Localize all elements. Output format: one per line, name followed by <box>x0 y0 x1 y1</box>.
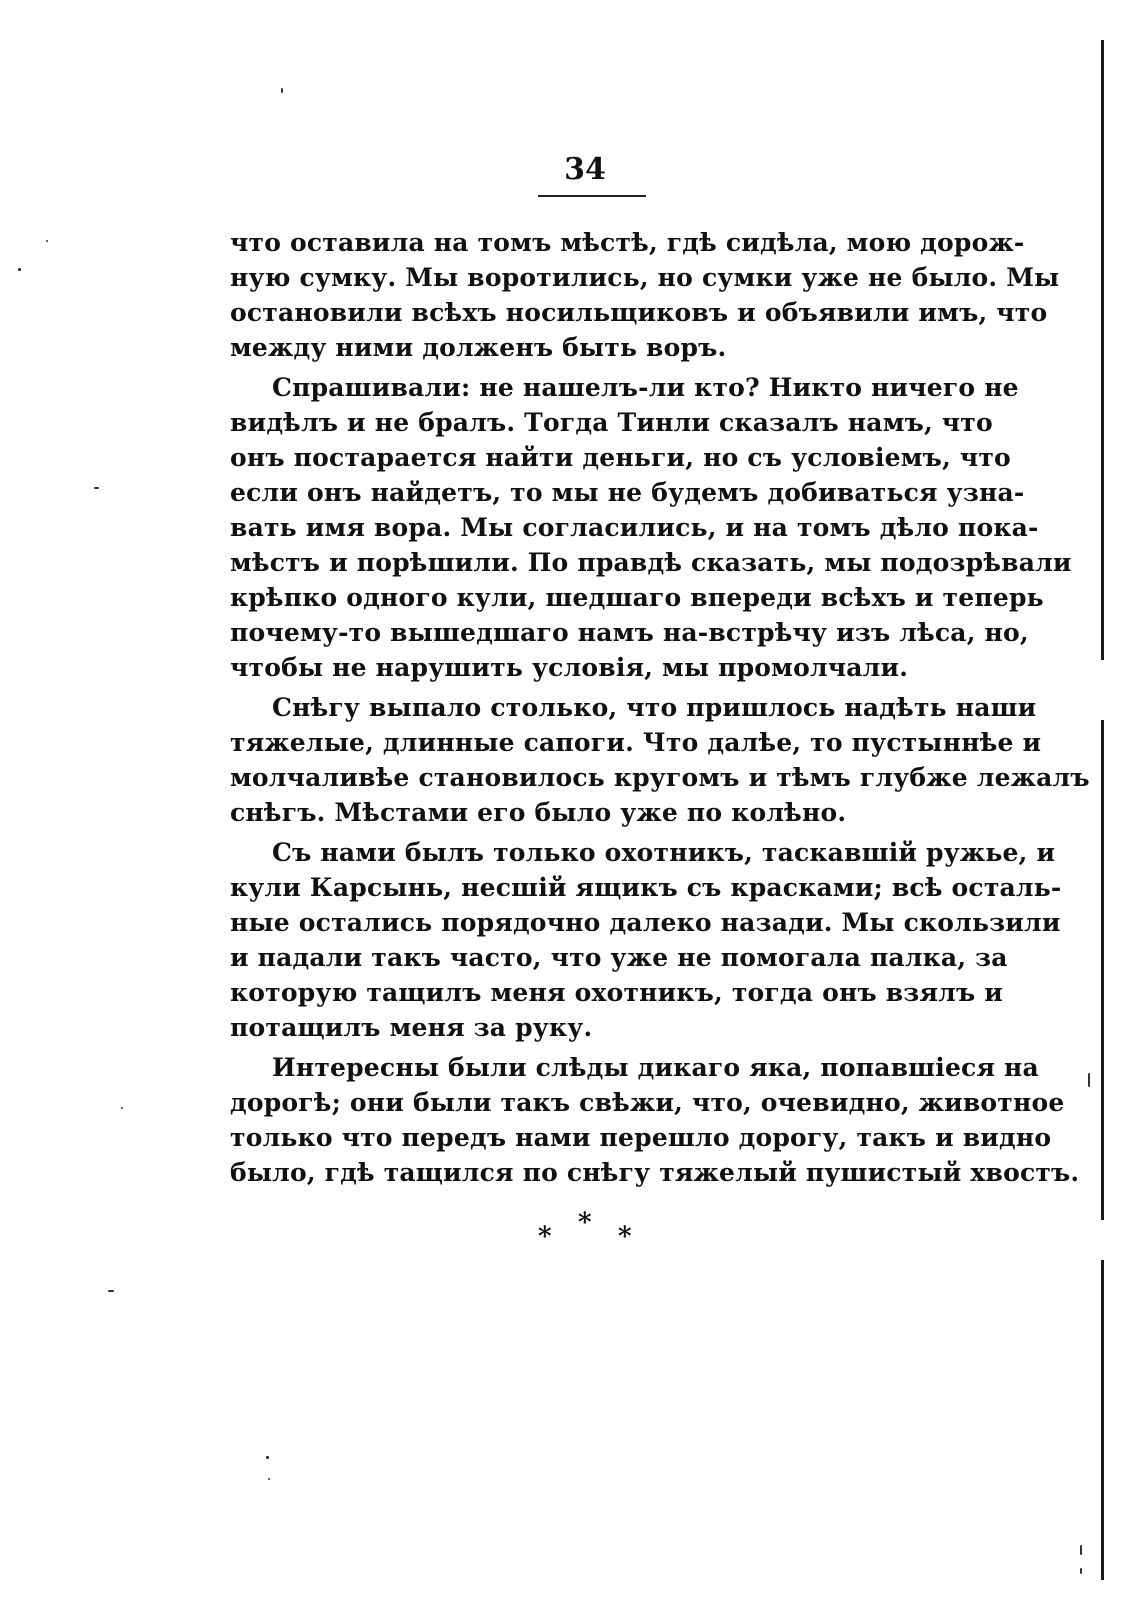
page-number-rule <box>538 195 646 197</box>
text-line: ные остались порядочно далеко назади. Мы скользили <box>230 908 1061 937</box>
text-line: кули Карсынь, несшій ящикъ съ красками; всѣ осталь- <box>230 873 1062 902</box>
text-line: тяжелые, длинные сапоги. Что далѣе, то пустыннѣе и <box>230 728 1042 757</box>
text-line: Снѣгу выпало столько, что пришлось надѣть наши <box>272 693 1037 722</box>
text-line: Съ нами былъ только охотникъ, таскавшій ружье, и <box>272 838 1056 867</box>
text-line: почему-то вышедшаго намъ на-встрѣчу изъ лѣса, но, <box>230 618 1029 647</box>
text-line: чтобы не нарушить условія, мы промолчали. <box>230 653 909 682</box>
scan-speck <box>1088 1073 1090 1087</box>
text-line: только что передъ нами перешло дорогу, такъ и видно <box>230 1123 1052 1152</box>
separator-asterisk: * <box>618 1222 632 1252</box>
page-edge-line <box>1101 1260 1104 1580</box>
scan-speck <box>266 1456 269 1459</box>
page-number: 34 <box>564 152 606 187</box>
text-line: остановили всѣхъ носильщиковъ и объявили имъ, что <box>230 298 1048 327</box>
scan-speck <box>268 1478 270 1480</box>
text-line: видѣлъ и не бралъ. Тогда Тинли сказалъ намъ, что <box>230 408 993 437</box>
scan-speck <box>94 487 99 489</box>
text-line: было, гдѣ тащился по снѣгу тяжелый пушистый хвостъ. <box>230 1158 1080 1187</box>
page-edge-line <box>1101 40 1104 660</box>
section-separator <box>530 1208 650 1252</box>
paragraph-2 <box>230 370 1072 685</box>
text-line: которую тащилъ меня охотникъ, тогда онъ взялъ и <box>230 978 1003 1007</box>
text-line: дорогѣ; они были такъ свѣжи, что, очевидно, животное <box>230 1088 1065 1117</box>
separator-asterisk: * <box>578 1208 592 1238</box>
paragraph-5 <box>230 1050 1080 1190</box>
page-edge-line <box>1101 720 1104 1220</box>
text-line: онъ постарается найти деньги, но съ условіемъ, что <box>230 443 1011 472</box>
text-line: что оставила на томъ мѣстѣ, гдѣ сидѣла, мою дорож- <box>230 228 1025 257</box>
scan-speck <box>1080 1568 1082 1574</box>
scan-speck <box>18 268 21 271</box>
scan-speck <box>121 1107 123 1109</box>
separator-asterisk: * <box>538 1222 552 1252</box>
text-line: если онъ найдетъ, то мы не будемъ добиваться узна- <box>230 478 1025 507</box>
text-line: и падали такъ часто, что уже не помогала палка, за <box>230 943 1008 972</box>
text-line: между ними долженъ быть воръ. <box>230 333 727 362</box>
text-line: потащилъ меня за руку. <box>230 1013 593 1042</box>
scan-speck <box>108 1290 114 1292</box>
text-line: вать имя вора. Мы согласились, и на томъ дѣло пока- <box>230 513 1039 542</box>
paragraph-1 <box>230 225 1060 365</box>
text-line: молчаливѣе становилось кругомъ и тѣмъ глубже лежалъ <box>230 763 1090 792</box>
paragraph-4 <box>230 835 1062 1045</box>
scan-speck <box>281 88 283 93</box>
text-line: снѣгъ. Мѣстами его было уже по колѣно. <box>230 798 847 827</box>
text-line: Спрашивали: не нашелъ-ли кто? Никто ничего не <box>272 373 1019 402</box>
text-line: Интересны были слѣды дикаго яка, попавшіеся на <box>272 1053 1039 1082</box>
text-line: ную сумку. Мы воротились, но сумки уже не было. Мы <box>230 263 1060 292</box>
scan-speck <box>1080 1545 1082 1555</box>
body-text <box>230 225 1090 1195</box>
scan-speck <box>46 240 48 242</box>
text-line: мѣстъ и порѣшили. По правдѣ сказать, мы подозрѣвали <box>230 548 1072 577</box>
paragraph-3 <box>230 690 1090 830</box>
text-line: крѣпко одного кули, шедшаго впереди всѣхъ и теперь <box>230 583 1044 612</box>
